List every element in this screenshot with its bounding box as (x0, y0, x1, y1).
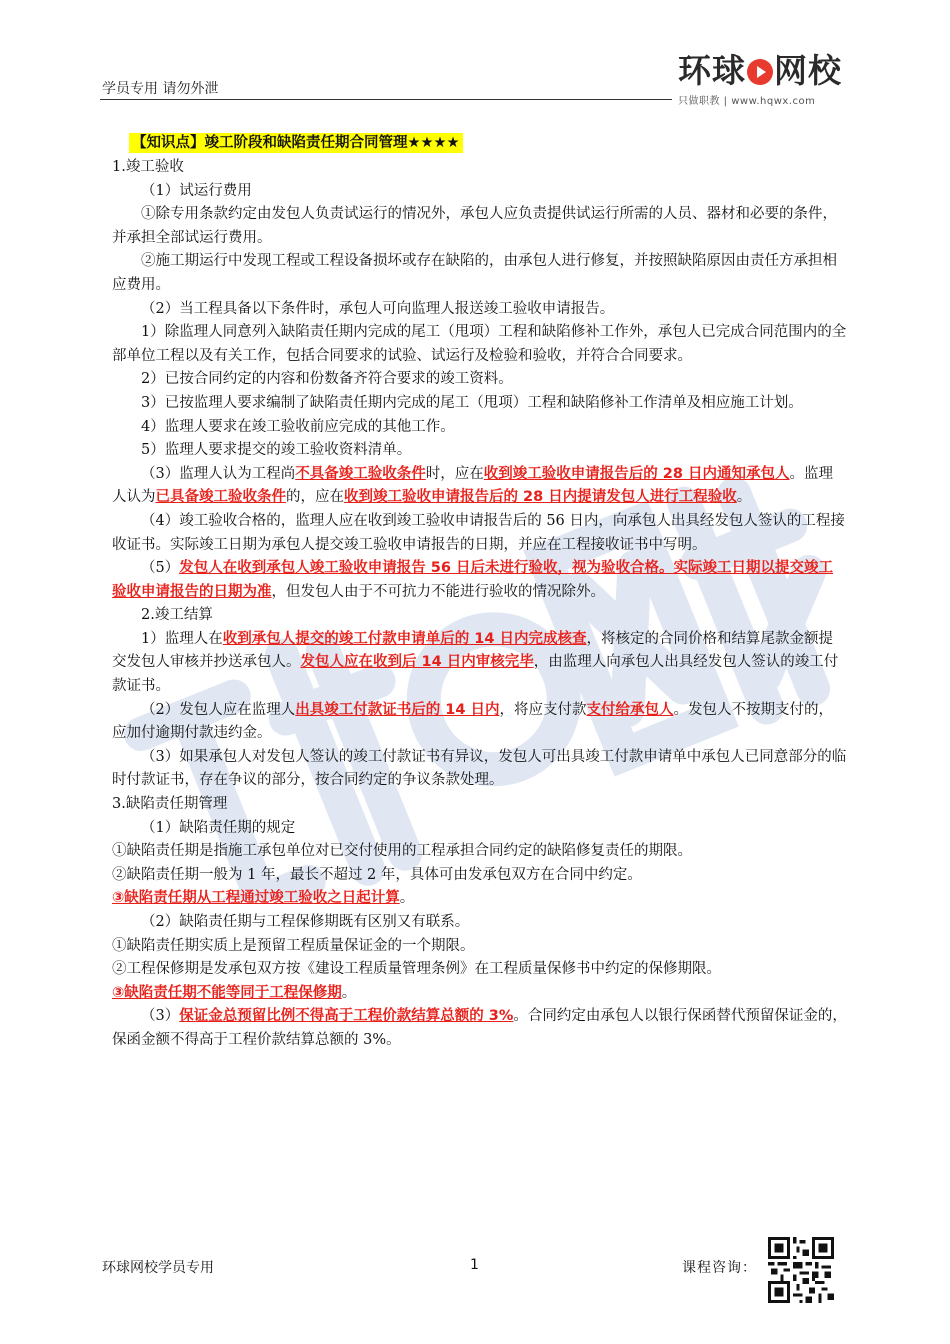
text-run: ，由监理人向承包人出具经发包人签认的竣工付款证书。 (112, 654, 839, 695)
paragraph (112, 392, 847, 416)
highlighted-text: 不具备竣工验收条件 (295, 465, 426, 482)
text-run: 。 (736, 489, 752, 506)
text-run: （2）缺陷责任期与工程保修期既有区别又有联系。 (141, 914, 470, 930)
paragraph (112, 1005, 847, 1052)
paragraph (112, 935, 847, 959)
text-run: ，将核定的合同价格和结算尾款金额提交发包人审核并抄送承包人。 (112, 630, 834, 671)
text-run: 。 (341, 984, 357, 1001)
paragraph (112, 180, 847, 204)
highlighted-text: ③缺陷责任期不能等同于工程保修期 (112, 984, 342, 1001)
paragraph (112, 887, 847, 911)
text-run: ，将应支付款 (499, 701, 587, 718)
paragraph (112, 864, 847, 888)
highlighted-text: 收到承包人提交的竣工付款申请单后的 14 日内完成核查 (222, 630, 587, 647)
course-consult-label: 课程咨询： (682, 1260, 757, 1276)
paragraph (112, 628, 847, 699)
paragraph (112, 250, 847, 297)
text-run: ②缺陷责任期一般为 1 年，最长不超过 2 年，具体可由发承包双方在合同中约定。 (112, 866, 642, 883)
paragraph (112, 793, 847, 817)
highlighted-text: 保证金总预留比例不得高于工程价款结算总额的 3% (179, 1008, 514, 1025)
logo-subtitle: 只做职教 | www.hqwx.com (678, 96, 816, 107)
section-title: 【知识点】竣工阶段和缺陷责任期合同管理★★★★ (129, 133, 463, 153)
text-run: ②工程保修期是发承包双方按《建设工程质量管理条例》在工程质量保修书中约定的保修期限。 (112, 961, 721, 978)
text-run: 1）监理人在 (141, 630, 223, 647)
text-run: 4）监理人要求在竣工验收前应完成的其他工作。 (141, 418, 455, 435)
text-run: 2.竣工结算 (141, 607, 213, 624)
highlighted-text: ③缺陷责任期从工程通过竣工验收之日起计算 (112, 890, 400, 907)
header-rule (100, 99, 672, 100)
text-run: 。 (399, 890, 415, 907)
paragraph (112, 463, 847, 510)
text-run: （2）发包人应在监理人 (141, 701, 296, 718)
paragraph-list (112, 156, 847, 1053)
text-run: ①缺陷责任期实质上是预留工程质量保证金的一个期限。 (112, 937, 475, 954)
paragraph (112, 982, 847, 1006)
text-run: 时，应在 (425, 465, 484, 482)
text-run: 。监理人认为 (112, 465, 834, 506)
text-run: 2）已按合同约定的内容和份数备齐符合要求的竣工资料。 (141, 371, 513, 388)
text-run: 1.竣工验收 (112, 159, 184, 175)
text-run: 。发包人不按期支付的，应加付逾期付款违约金。 (112, 701, 834, 742)
text-run: （3） (141, 1008, 180, 1025)
paragraph (112, 840, 847, 864)
highlighted-text: 支付给承包人 (586, 701, 674, 718)
text-run: ②施工期运行中发现工程或工程设备损坏或存在缺陷的，由承包人进行修复，并按照缺陷原因由责任方承担相应费用。 (112, 253, 837, 293)
text-run: （1）缺陷责任期的规定 (141, 819, 296, 836)
paragraph (112, 298, 847, 322)
footer-label: 环球网校学员专用 (102, 1260, 214, 1276)
logo-text-right: 网校 (774, 51, 842, 90)
paragraph (112, 203, 847, 250)
text-run: 的，应在 (286, 489, 344, 506)
highlighted-text: 收到竣工验收申请报告后的 28 日内提请发包人进行工程验收 (344, 489, 737, 506)
text-run: （3）监理人认为工程尚 (141, 465, 296, 482)
logo (678, 52, 848, 112)
paragraph (112, 368, 847, 392)
text-run: 5）监理人要求提交的竣工验收资料清单。 (141, 442, 412, 459)
text-run: （3）如果承包人对发包人签认的竣工付款证书有异议，发包人可出具竣工付款申请单中承包人已同意部分的临时付款证书，存在争议的部分，按合同约定的争议条款处理。 (112, 748, 847, 789)
paragraph (112, 557, 847, 604)
text-run: 。合同约定由承包人以银行保函替代预留保证金的，保函金额不得高于工程价款结算总额的 3%。 (112, 1008, 847, 1048)
text-run: 1）除监理人同意列入缺陷责任期内完成的尾工（甩项）工程和缺陷修补工作外，承包人已完成合同范围内的全部单位工程以及有关工作，包括合同要求的试验、试运行及检验和验收，并符合合同要求。 (112, 324, 847, 364)
text-run: （5） (141, 560, 180, 577)
logo-text-left: 环球 (678, 51, 746, 90)
page-number: 1 (470, 1257, 479, 1273)
play-icon (747, 59, 773, 85)
paragraph (112, 156, 847, 180)
text-run: （4）竣工验收合格的，监理人应在收到竣工验收申请报告后的 56 日内，向承包人出具经发包人签认的工程接收证书。实际竣工日期为承包人提交竣工验收申请报告的日期，并应在工程接收证书中写明。 (112, 512, 845, 553)
text-run: 3.缺陷责任期管理 (112, 796, 228, 813)
paragraph (112, 321, 847, 368)
paragraph (112, 439, 847, 463)
paragraph (112, 911, 847, 935)
text-run: ①缺陷责任期是指施工承包单位对已交付使用的工程承担合同约定的缺陷修复责任的期限。 (112, 843, 692, 860)
paragraph (112, 817, 847, 841)
header-note: 学员专用 请勿外泄 (102, 81, 219, 97)
text-run: 3）已按监理人要求编制了缺陷责任期内完成的尾工（甩项）工程和缺陷修补工作清单及相应施工计划。 (141, 394, 803, 411)
paragraph (112, 416, 847, 440)
text-run: （2）当工程具备以下条件时，承包人可向监理人报送竣工验收申请报告。 (141, 300, 615, 317)
text-run: ①除专用条款约定由发包人负责试运行的情况外，承包人应负责提供试运行所需的人员、器材和必要的条件，并承担全部试运行费用。 (112, 206, 837, 246)
paragraph (112, 510, 847, 557)
document-body (112, 132, 847, 1053)
highlighted-text: 发包人应在收到后 14 日内审核完毕 (300, 654, 534, 671)
paragraph (112, 746, 847, 793)
text-run: ，但发包人由于不可抗力不能进行验收的情况除外。 (271, 583, 605, 600)
qr-code-icon (768, 1237, 834, 1303)
paragraph (112, 699, 847, 746)
highlighted-text: 已具备竣工验收条件 (155, 489, 286, 506)
paragraph (112, 604, 847, 628)
paragraph (112, 958, 847, 982)
highlighted-text: 出具竣工付款证书后的 14 日内 (295, 701, 500, 718)
highlighted-text: 发包人在收到承包人竣工验收申请报告 56 日后未进行验收，视为验收合格。实际竣工日期以提交竣工验收申请报告的日期为准 (112, 560, 834, 600)
highlighted-text: 收到竣工验收申请报告后的 28 日内通知承包人 (483, 465, 790, 482)
text-run: （1）试运行费用 (141, 182, 252, 199)
